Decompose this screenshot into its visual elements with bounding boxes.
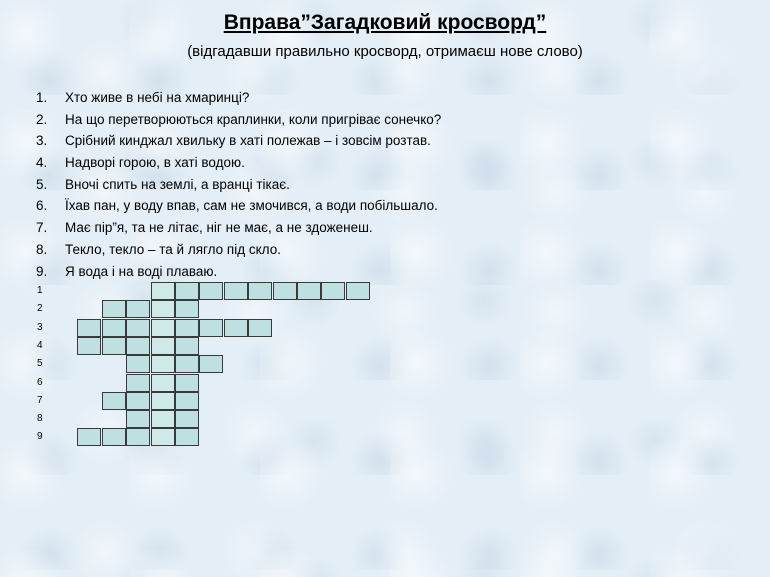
crossword-cell[interactable] (175, 319, 199, 337)
riddle-number: 2. (36, 111, 48, 127)
crossword-key-cell[interactable] (151, 300, 175, 318)
crossword-cell[interactable] (102, 337, 126, 355)
crossword-key-cell[interactable] (151, 355, 175, 373)
crossword-cell[interactable] (297, 282, 321, 300)
crossword-cell[interactable] (175, 392, 199, 410)
crossword-cell[interactable] (175, 428, 199, 446)
crossword-cell[interactable] (126, 300, 150, 318)
riddle-item (36, 109, 441, 131)
crossword-cell[interactable] (126, 410, 150, 428)
crossword-cell[interactable] (175, 300, 199, 318)
riddle-number: 4. (36, 155, 48, 171)
riddle-item (36, 195, 441, 217)
riddle-item (36, 174, 441, 196)
crossword-key-cell[interactable] (151, 282, 175, 300)
crossword-row-number: 5 (37, 358, 43, 370)
riddle-number: 6. (36, 198, 48, 214)
riddle-item (36, 152, 441, 174)
crossword-cell[interactable] (175, 355, 199, 373)
crossword-key-cell[interactable] (151, 319, 175, 337)
crossword-cell[interactable] (248, 282, 272, 300)
riddle-number: 5. (36, 176, 48, 192)
crossword-row-number: 9 (37, 431, 43, 443)
crossword-key-cell[interactable] (151, 337, 175, 355)
crossword-cell[interactable] (273, 282, 297, 300)
crossword-row-number: 3 (37, 321, 43, 333)
crossword-row-number: 6 (37, 376, 43, 388)
page-subtitle: (відгадавши правильно кросворд, отримаєш нове слово) (187, 43, 583, 60)
crossword-cell[interactable] (126, 337, 150, 355)
crossword-cell[interactable] (126, 355, 150, 373)
riddle-number: 9. (36, 263, 48, 279)
crossword-cell[interactable] (175, 282, 199, 300)
riddle-text: Текло, текло – та й лягло під скло. (65, 241, 281, 257)
page-title: Вправа”Загадковий кросворд” (223, 11, 547, 34)
crossword-cell[interactable] (224, 282, 248, 300)
crossword-cell[interactable] (126, 374, 150, 392)
crossword-cell[interactable] (102, 300, 126, 318)
riddle-item (36, 130, 441, 152)
riddle-number: 3. (36, 133, 48, 149)
riddle-number: 7. (36, 220, 48, 236)
riddle-item (36, 87, 441, 109)
crossword-cell[interactable] (199, 282, 223, 300)
crossword-key-cell[interactable] (151, 410, 175, 428)
riddle-text: Я вода і на воді плаваю. (65, 263, 218, 279)
crossword-row-number: 8 (37, 413, 43, 425)
crossword-key-cell[interactable] (151, 428, 175, 446)
riddle-item (36, 261, 441, 283)
riddle-number: 1. (36, 90, 48, 105)
crossword-cell[interactable] (175, 337, 199, 355)
crossword-cell[interactable] (321, 282, 345, 300)
crossword-cell[interactable] (199, 355, 223, 373)
riddle-number: 8. (36, 241, 48, 257)
crossword-cell[interactable] (224, 319, 248, 337)
crossword-cell[interactable] (175, 374, 199, 392)
crossword-cell[interactable] (126, 392, 150, 410)
crossword-cell[interactable] (175, 410, 199, 428)
crossword-cell[interactable] (77, 319, 101, 337)
crossword-row-number: 4 (37, 339, 43, 351)
crossword-row-number: 7 (37, 394, 43, 406)
riddle-list (36, 87, 441, 282)
crossword-row-number: 1 (37, 285, 43, 296)
crossword-key-cell[interactable] (151, 374, 175, 392)
riddle-text: Має пір”я, та не літає, ніг не має, а не здоженеш. (65, 220, 373, 236)
riddle-text: Їхав пан, у воду впав, сам не змочився, а води побільшало. (65, 198, 438, 214)
crossword-cell[interactable] (346, 282, 370, 300)
crossword-cell[interactable] (248, 319, 272, 337)
crossword-key-cell[interactable] (151, 392, 175, 410)
crossword-cell[interactable] (126, 319, 150, 337)
riddle-text: Вночі спить на землі, а вранці тікає. (65, 176, 290, 192)
riddle-text: На що перетворюються краплинки, коли пригріває сонечко? (65, 111, 442, 127)
crossword-cell[interactable] (77, 337, 101, 355)
crossword-cell[interactable] (102, 428, 126, 446)
crossword-row-number: 2 (37, 303, 43, 315)
riddle-text: Надворі горою, в хаті водою. (65, 155, 245, 171)
crossword-cell[interactable] (102, 319, 126, 337)
crossword-cell[interactable] (102, 392, 126, 410)
riddle-item (36, 217, 441, 239)
crossword-cell[interactable] (199, 319, 223, 337)
riddle-text: Срібний кинджал хвильку в хаті полежав – і зовсім розтав. (65, 133, 431, 149)
riddle-item (36, 239, 441, 261)
riddle-text: Хто живе в небі на хмаринці? (65, 90, 250, 105)
crossword-cell[interactable] (77, 428, 101, 446)
crossword-cell[interactable] (126, 428, 150, 446)
